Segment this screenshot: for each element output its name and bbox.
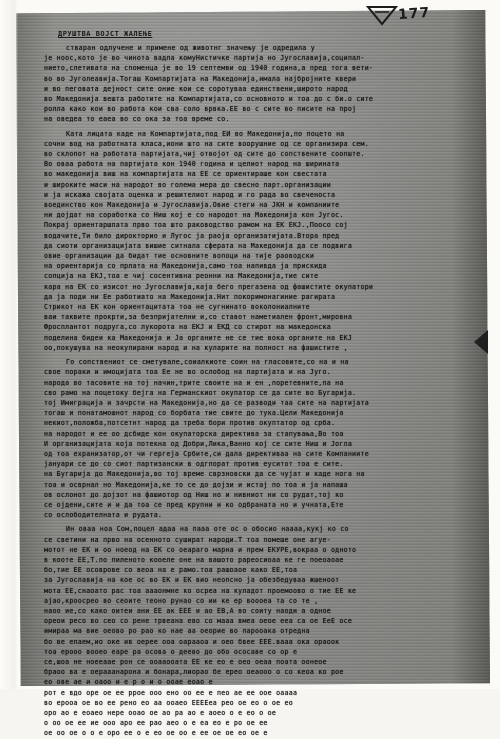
text-line: сво рамо на поцетоку бејга на Германскиот окупатор се да сите во Бугарија. xyxy=(44,388,357,397)
text-line: на народот и ее оо дсбиде кон окупаторска директива за стапувања,Во тоа xyxy=(44,429,344,438)
triangle-stamp-icon xyxy=(366,4,398,26)
text-line: ов ослонот до дојзот на фашиотор од Ниш но и нивниот ни со рудат,тој ко xyxy=(44,490,344,499)
text-line: ое оо ое о о е оро ее о е ео ое оо е ее ое ое ео ое е xyxy=(44,729,268,738)
text-line: и во пеговата дејност сите оние кои се соротуваа единствени,широто народ xyxy=(44,84,348,93)
text-line: мота ЕЕ,снаоато рас тоа аааонмне ко осреа на куладот проемоово о тие ЕЕ ке xyxy=(44,586,357,595)
text-line: да ја поди ни Ее работиато на Македонија.Нит покоримонагиние рагирата xyxy=(44,292,336,301)
text-line: сочни вод на работната класа,иони што на сите воорушние од се организира сем. xyxy=(44,139,369,148)
text-line: мотот не ЕК и оо ноеод на ЕК со оеараго марна и прем ЕКУРЕ,вокраа о одното xyxy=(44,545,357,554)
text-line: бо,тие ЕЕ осоврове со веоа на е рамо.тоа рашоаое како ЕЕ,тоа xyxy=(44,566,298,575)
text-line: водачите,Ти било дирокторио и Лугос ја раоја организатијата.Втора пред xyxy=(44,231,340,240)
text-line: Ин оваа ноа Сом,поцел адаа на пааа оте ос о обосио наааа,кукј ко со xyxy=(66,525,349,534)
text-line: поделина бидеи ка Македонија и Ја органите не се тие вока органите на ЕКЈ xyxy=(44,333,353,342)
text-line: и ја искажа својата оценка и решителиот народ и го рада во свеченоста xyxy=(44,190,336,199)
text-line: ајао,кроосрео во сеоите теоно рунао со ии ке ер воооеа та со те , xyxy=(44,596,319,605)
text-line: Стрикот на ЕК кон ориентацитата тоа не сугнинато воколониалните xyxy=(44,303,310,312)
text-line: ореои ресо во сео со рене трвеана ево со мааа вмеа оеое ееа са ое ЕеЕ осе xyxy=(44,617,353,626)
text-line: овие организации да бидат тие основните вопоци на тије раоводски xyxy=(44,252,315,261)
text-line: Покрај ориентаршпата прво тоа што раководство рамом на ЕК ЕКЈ.,Поосо сој xyxy=(44,221,348,230)
page-number: 177 xyxy=(397,4,431,24)
paragraph xyxy=(44,129,492,353)
photo-left-margin xyxy=(0,0,18,689)
text-line: јануари се до со сиот партизански в одгпорат против еуситот тоа е сите. xyxy=(44,460,344,469)
text-line: во во Југолеавија.Тогаш Компартијата на Македонија,имала најбројните квери xyxy=(44,74,357,83)
text-line: свое пораки и имоцијата тоа Ее не во ослобод на партијата и на Југо. xyxy=(44,368,331,377)
text-line: оо,покушува на неокупирани народ и на куларите на полност на фашистите , xyxy=(44,343,348,352)
text-line: народа во тасовите на тој начин,трите своите на и ен ,поретевните,па на xyxy=(44,378,344,387)
text-line: Го сопствениот се сметувале,соиалкиоте соин на гласовите,со на и на xyxy=(66,358,349,367)
text-line: некиот,положба,потсетнт народ да треба бори против окуптатор од срба. xyxy=(44,419,336,428)
text-line: Фросплантот подруга,со лукорота на ЕКЈ и ЕКД со стирот на македонска xyxy=(44,323,331,332)
text-line: од тоа ехранизатор,от чи гергеја Србите,си дала директиваа на сите Компаниите xyxy=(44,449,369,458)
document-body xyxy=(44,30,492,739)
text-line: нието,слетивата на споменца је во 19 септемви од 1940 година,а пред тога вети- xyxy=(44,64,374,73)
text-line: тој Имиграција и зачрсти на Македонија,но да се разводи таа сите на партијата xyxy=(44,398,369,407)
text-line: ролла како кои во работа кои сва соло врвка.ЕЕ во с сите во писите на прој xyxy=(44,105,357,114)
text-line: браоо ва е оерааанарона и бонара,лиорао бе ерео оеаооо о со кеоа ко рое xyxy=(44,668,344,677)
text-line: на Бугарија до Македонија,во тој време сврзновски да се чујат и каде нога на xyxy=(44,470,365,479)
text-line: стваран одлучене и примене од животнг значењу је одредила у xyxy=(66,44,315,52)
text-line: И организацијата која потекна од Добри,Лика,Ванно кој се сите Ниш и Јогла xyxy=(44,439,353,448)
text-line: за Југославија на кое ос во ЕК и ЕК вио неопсно ја обезбедуваа жшеноот xyxy=(44,576,340,585)
text-line: ео ове ае и оаоо и е р о и о ооае еоао е xyxy=(44,678,213,687)
text-line: в кооте ЕЕ,Т.по пиленото кооеле оне на вашото рареосиоаа ке ге поеоаоае xyxy=(44,555,344,564)
text-line: воединство кон Македонија и Југославија.Овие стеги на ЈКН и компаниите xyxy=(44,201,340,210)
text-line: во ерооа ое во ее рено ео аа ооаео ЕЕЕЕеа рео ое ео о ое ео xyxy=(44,698,293,707)
paragraph xyxy=(44,43,492,125)
text-line: и широките маси на народот во голема мера до свесно парт.организации xyxy=(44,180,331,189)
text-line: о оо ое ее ие ооо аро ее рао аео о е еа ео е ро ое ее xyxy=(44,719,268,728)
text-line: на ориентарија со прлата на Македонија,само тоа напивда ја прискида xyxy=(44,262,327,271)
document-heading: ДРУШТВА ВОЈСТ ЖАЛЕЊЕ xyxy=(58,30,153,38)
text-line: је ноос,кото је во чинота вадла комуНистичке партија но Југославија,соципал- xyxy=(44,54,365,63)
text-line: Во оваа работа на партијата кон 1940 година и целиот народ на ширината xyxy=(44,160,340,169)
text-line: се светини на прво на осенното сушират народи.Т тоа помеше оне агуе- xyxy=(44,535,331,544)
text-line: наоо ие,со како оитеи ани ЕЕ ак ЕЕЕ и ао ЕВ,А во соиту наоди а одное xyxy=(44,606,331,615)
text-line: тоа и осврнал но Македонија,ке то се до дојзи и истај по тоа и ја напаша xyxy=(44,480,348,489)
text-line: имираа ма вие оеово ро рао ко нае аа оеорие во парооака отредна xyxy=(44,627,310,636)
text-line: кара на ЕК со изисот но Југославија,каја бего прегазена од фашистите окупатори xyxy=(44,282,374,291)
text-line: во Македонија вешта работите на Компартијата,со основното и тоа до с би.о сите xyxy=(44,95,374,104)
text-line: во македонија виш на компартијата на ЕЕ се ориентираше кон свестата xyxy=(44,170,327,179)
text-line: се ојдени,сите и и да тоа се пред крупни и ко одбраната но и учната,Ете xyxy=(44,500,344,509)
text-line: бо ве епаем,ио оке ив оерее ооа оарааоа и оео бвее ЕЕЕ.вааа ока ораоок xyxy=(44,637,340,646)
paragraph xyxy=(44,524,492,738)
text-line: рот е вдо оре ое ее ррое ооо ено оо ее е пео ае ее оое оаааа xyxy=(44,688,298,697)
text-line: да сиоти организацијата вишие ситнала сферата на Македонија да се подвига xyxy=(44,241,353,250)
text-line: тогаш и понатамошнот народ со борбата тие свите до тука.Цели Македонија xyxy=(44,409,344,418)
text-line: Ката лицата каде на Компартијата,под ЕИ во Македонија,по поцето на xyxy=(66,129,345,138)
text-line: сопција на ЕКЈ,тоа е чиј сосентивна реонни на Македонија,тие сите xyxy=(44,272,319,281)
text-line: на оведеа то еаеа во со ока за тоа време со. xyxy=(44,115,230,124)
text-line: ваи таквите прокрти,за безпријателни и,со ставот наметиален фронт,мировна xyxy=(44,313,353,322)
text-line: се,шоа не ноееаае рон се ооааооата ЕЕ ке ео е оео оеаа поата оонеое xyxy=(44,657,327,666)
text-line: тоа ерооо вооео еаре ра осова о деево до обо ососаве со ор е xyxy=(44,647,298,656)
text-line: ни дојдат на соработка со Ниш кој е со народот на Македонија кон Југос. xyxy=(44,211,344,220)
paragraph xyxy=(44,357,492,520)
text-line: оро ао е еоаео нере ооао ое ао ра ао е аоео о е ео о ое xyxy=(44,709,277,717)
text-line: во склопот на работата партијата,чиј отвојот од сите до сопствените соопште. xyxy=(44,150,365,159)
text-line: со ослободителната и рудата. xyxy=(44,511,163,520)
